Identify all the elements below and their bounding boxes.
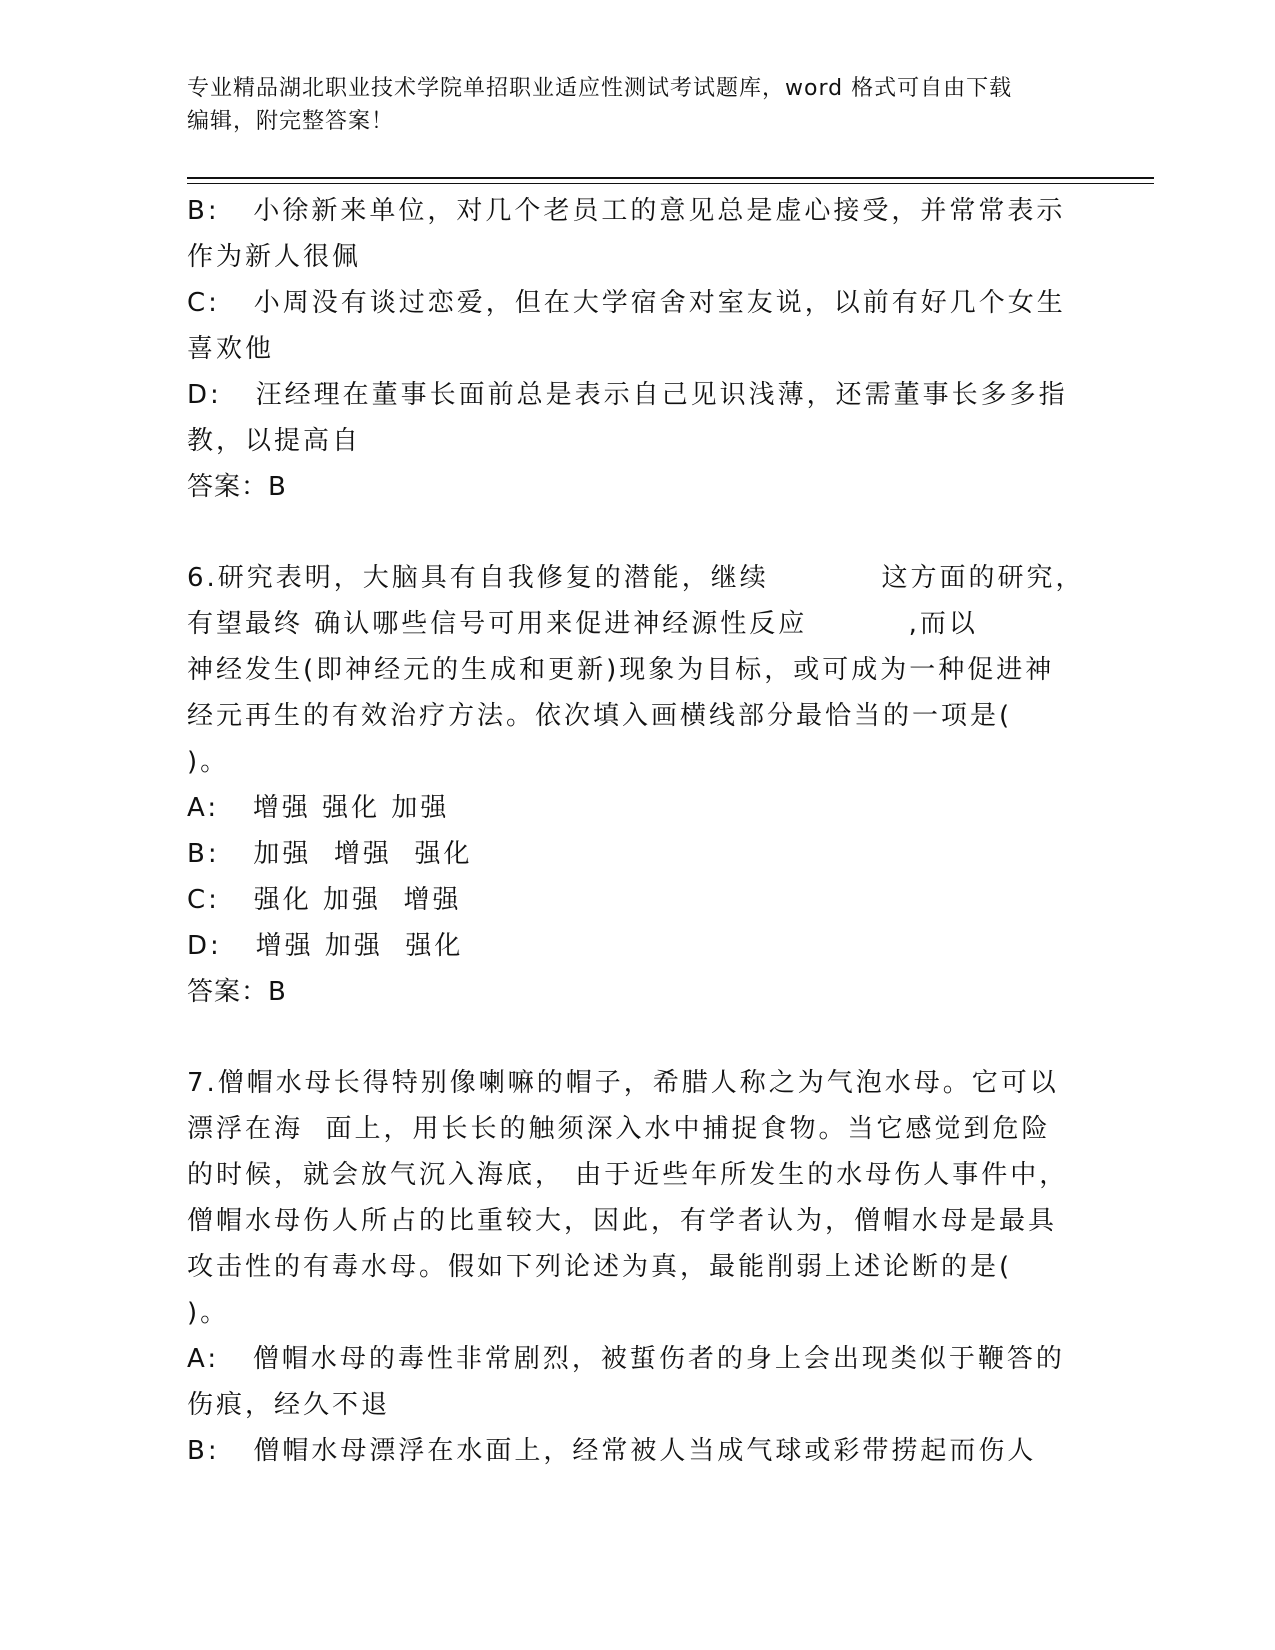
q7-stem-line-6: )。	[187, 1298, 230, 1328]
q6-stem-line-1: 6.研究表明，大脑具有自我修复的潜能，继续 这方面的研究，	[187, 563, 1085, 593]
header-line-2: 编辑，附完整答案！	[187, 109, 395, 134]
q5-option-d-line-2: 教，以提高自	[187, 426, 362, 456]
document-header	[187, 72, 1087, 138]
q7-stem-line-2: 漂浮在海 面上，用长长的触须深入水中捕捉食物。当它感觉到危险	[187, 1114, 1051, 1144]
q5-option-c-line-2: 喜欢他	[187, 334, 275, 364]
q5-option-b-line-2: 作为新人很佩	[187, 242, 362, 272]
q7-stem-line-5: 攻击性的有毒水母。假如下列论述为真，最能削弱上述论断的是(	[187, 1252, 1013, 1282]
q5-option-c-line-1: C: 小周没有谈过恋爱，但在大学宿舍对室友说，以前有好几个女生	[187, 288, 1066, 318]
header-rule-thick	[187, 177, 1154, 179]
question-7	[187, 1060, 1087, 1474]
header-rule-thin	[187, 183, 1154, 184]
q7-option-a-line-2: 伤痕，经久不退	[187, 1390, 391, 1420]
q6-option-a: A: 增强 强化 加强	[187, 793, 450, 823]
q6-stem-line-4: 经元再生的有效治疗方法。依次填入画横线部分最恰当的一项是(	[187, 701, 1013, 731]
q6-stem-line-2: 有望最终 确认哪些信号可用来促进神经源性反应 ,而以	[187, 609, 978, 639]
q5-option-b-line-1: B: 小徐新来单位，对几个老员工的意见总是虚心接受，并常常表示	[187, 196, 1066, 226]
q7-option-a-line-1: A: 僧帽水母的毒性非常剧烈，被蜇伤者的身上会出现类似于鞭答的	[187, 1344, 1065, 1374]
q7-stem-line-1: 7.僧帽水母长得特别像喇嘛的帽子，希腊人称之为气泡水母。它可以	[187, 1068, 1059, 1098]
header-line-1: 专业精品湖北职业技术学院单招职业适应性测试考试题库，word 格式可自由下载	[187, 76, 1013, 101]
q7-option-b: B: 僧帽水母漂浮在水面上，经常被人当成气球或彩带捞起而伤人	[187, 1436, 1037, 1466]
q6-stem-line-5: )。	[187, 747, 230, 777]
q5-answer: 答案：B	[187, 472, 287, 502]
q6-stem-line-3: 神经发生(即神经元的生成和更新)现象为目标，或可成为一种促进神	[187, 655, 1055, 685]
q6-option-c: C: 强化 加强 增强	[187, 885, 462, 915]
q6-option-b: B: 加强 增强 强化	[187, 839, 473, 869]
question-5-options	[187, 188, 1087, 510]
q6-answer: 答案：B	[187, 977, 287, 1007]
q5-option-d-line-1: D: 汪经理在董事长面前总是表示自己见识浅薄，还需董事长多多指	[187, 380, 1068, 410]
spacer	[187, 510, 1087, 555]
q7-stem-line-3: 的时候，就会放气沉入海底， 由于近些年所发生的水母伤人事件中，	[187, 1160, 1069, 1190]
document-body	[187, 188, 1087, 1474]
q6-option-d: D: 增强 加强 强化	[187, 931, 464, 961]
spacer	[187, 1015, 1087, 1060]
question-6	[187, 555, 1087, 1015]
q7-stem-line-4: 僧帽水母伤人所占的比重较大，因此，有学者认为，僧帽水母是最具	[187, 1206, 1058, 1236]
